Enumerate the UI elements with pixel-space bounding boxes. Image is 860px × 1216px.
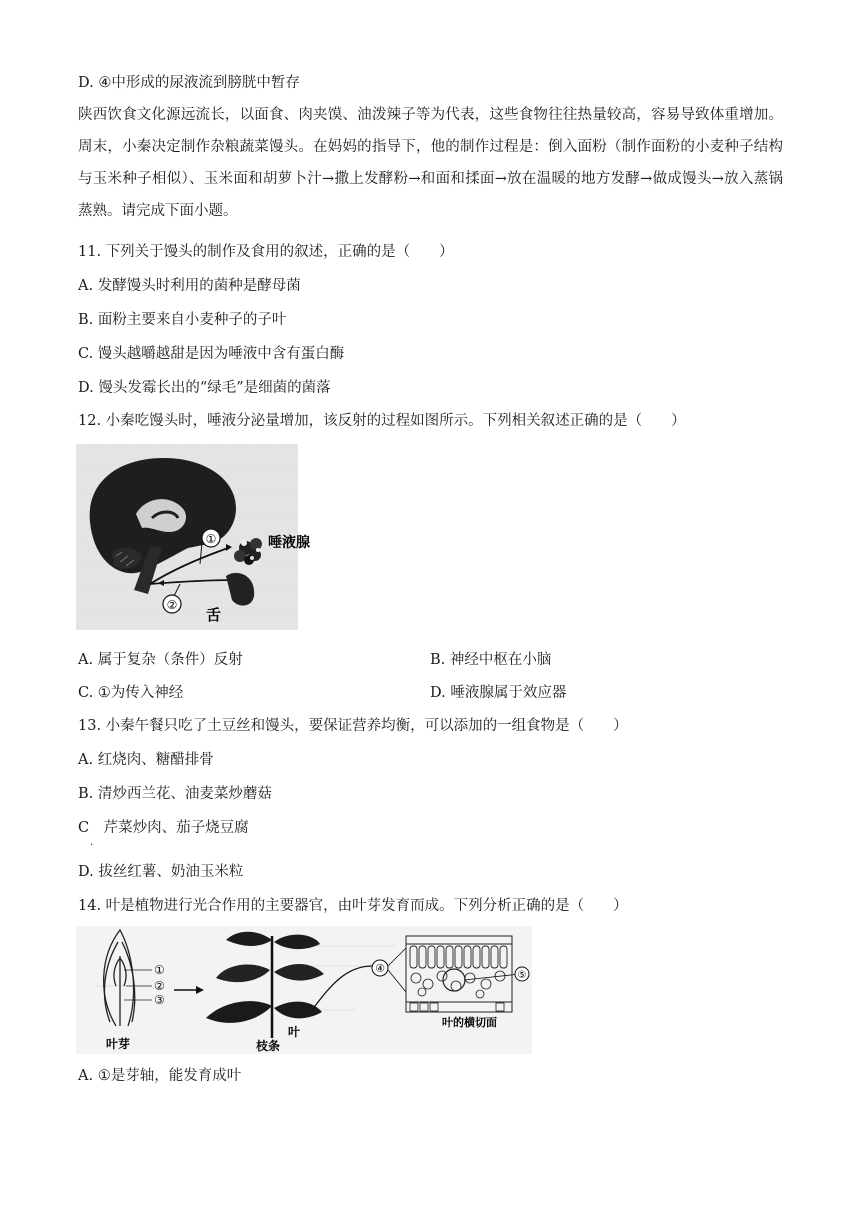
label-5: ⑤	[517, 970, 527, 981]
intro-paragraph: 陕西饮食文化源远流长，以面食、肉夹馍、油泼辣子等为代表，这些食物往往热量较高，容易导致体重增加。周末，小秦决定制作杂粮蔬菜馒头。在妈妈的指导下，他的制作过程是：倒入面粉（制作面粉的小麦种子结构与玉米种子相似）、玉米面和胡萝卜汁→撒上发酵粉→和面和揉面→放在温暖的地方发酵→做成馒头→放入蒸锅蒸熟。请完成下面小题。	[78, 107, 783, 219]
leaf-bud-label: 叶芽	[106, 1037, 131, 1051]
q11-stem: 11. 下列关于馒头的制作及食用的叙述，正确的是（ ）	[78, 244, 454, 260]
q12-stem: 12. 小秦吃馒头时，唾液分泌量增加，该反射的过程如图所示。下列相关叙述正确的是（ ）	[78, 413, 686, 429]
q13-option-b[interactable]: B. 清炒西兰花、油麦菜炒蘑菇	[78, 786, 272, 802]
q13-stem: 13. 小秦午餐只吃了土豆丝和馒头，要保证营养均衡，可以添加的一组食物是（ ）	[78, 718, 628, 734]
label-4: ④	[375, 962, 385, 975]
leaf-label: 叶	[288, 1025, 301, 1039]
q12-option-d[interactable]: D. 唾液腺属于效应器	[430, 685, 567, 701]
q14-option-a[interactable]: A. ①是芽轴，能发育成叶	[78, 1068, 242, 1084]
q12-option-b[interactable]: B. 神经中枢在小脑	[430, 652, 552, 668]
q11-option-d[interactable]: D. 馒头发霉长出的“绿毛”是细菌的菌落	[78, 380, 331, 396]
q13-option-d[interactable]: D. 拔丝红薯、奶油玉米粒	[78, 864, 244, 880]
label-1: ①	[154, 963, 165, 977]
label-3: ③	[154, 993, 165, 1007]
label-2: ②	[154, 979, 165, 993]
branch-label: 枝条	[256, 1039, 281, 1053]
q11-option-a[interactable]: A. 发酵馒头时利用的菌种是酵母菌	[78, 278, 301, 294]
q13-option-a[interactable]: A. 红烧肉、糖醋排骨	[78, 752, 214, 768]
q14-stem: 14. 叶是植物进行光合作用的主要器官，由叶芽发育而成。下列分析正确的是（ ）	[78, 898, 628, 914]
q11-option-c[interactable]: C. 馒头越嚼越甜是因为唾液中含有蛋白酶	[78, 346, 345, 362]
prev-option-d: D. ④中形成的尿液流到膀胱中暂存	[78, 75, 300, 91]
tongue-label: 舌	[206, 606, 222, 624]
reflex-arc-figure	[76, 444, 310, 630]
stray-dot: ·	[90, 840, 94, 851]
label-2: ②	[166, 598, 178, 612]
leaf-development-figure	[76, 926, 532, 1054]
q11-option-b[interactable]: B. 面粉主要来自小麦种子的子叶	[78, 312, 287, 328]
q13-option-c[interactable]: C 芹菜炒肉、茄子烧豆腐	[78, 820, 249, 836]
q12-option-a[interactable]: A. 属于复杂（条件）反射	[78, 652, 243, 668]
salivary-gland-label: 唾液腺	[268, 535, 310, 551]
label-1: ①	[205, 532, 217, 546]
q12-option-c[interactable]: C. ①为传入神经	[78, 685, 184, 701]
cross-section-label: 叶的横切面	[442, 1016, 497, 1029]
